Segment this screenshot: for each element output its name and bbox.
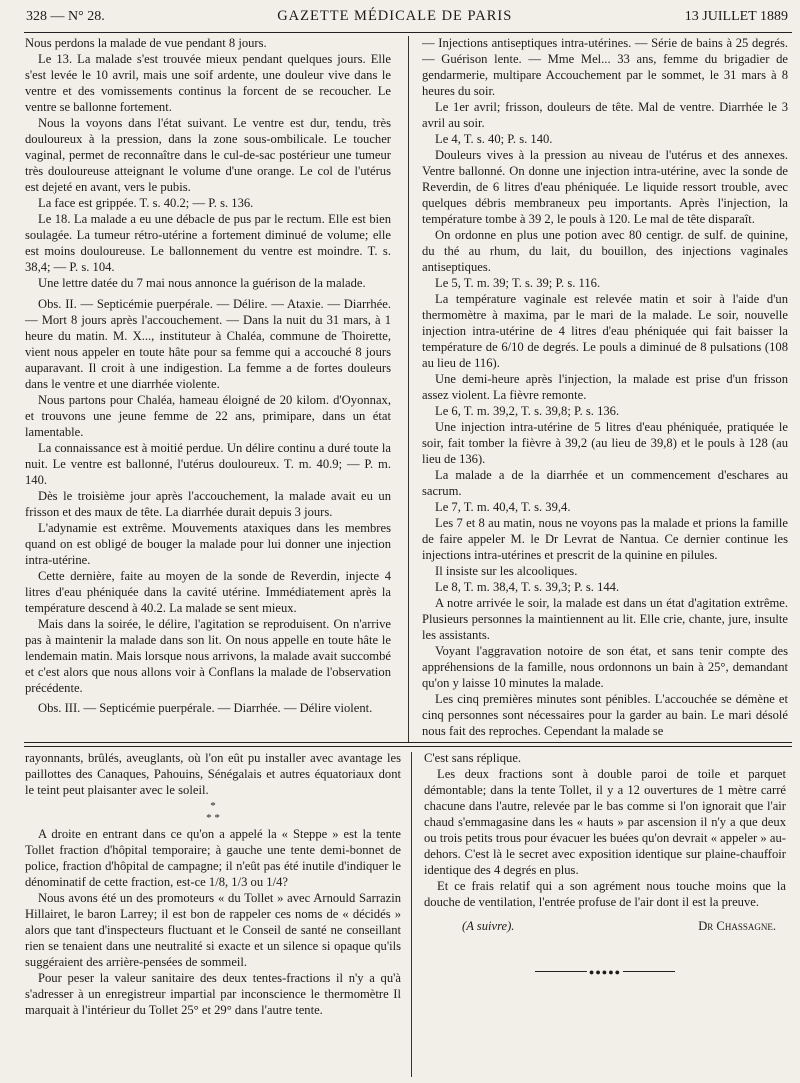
page-number: 328 — N° 28. bbox=[26, 9, 105, 24]
paragraph: L'adynamie est extrême. Mouvements ataxiques dans les membres quand on est obligé de bouger la malade pour lui donner une injection intra-utérine. bbox=[25, 521, 391, 567]
end-ornament: ●●●●● bbox=[535, 968, 675, 974]
signature-row bbox=[424, 918, 786, 934]
paragraph: Le 1er avril; frisson, douleurs de tête. Mal de ventre. Diarrhée le 3 avril au soir. bbox=[422, 100, 788, 130]
observation-heading-3: Obs. III. — Septicémie puerpérale. — Diarrhée. — Délire violent. bbox=[38, 701, 373, 715]
paragraph: La température vaginale est relevée matin et soir à l'aide d'un thermomètre à maxima, par le mari de la malade. Le soir, nouvelle injection intra-utérine de 4 litres d'eau phéniquée qui fait baisser la température de 6/10 de degrés. Le pouls a diminué de 8 pulsations (108 au lieu de 116). bbox=[422, 292, 788, 370]
column-lower-left bbox=[25, 750, 401, 1018]
journal-title: GAZETTE MÉDICALE DE PARIS bbox=[277, 8, 513, 24]
paragraph: Nous avons été un des promoteurs « du Tollet » avec Arnould Sarrazin Hillairet, le baron Larrey; il est bon de rappeler ces noms de « décidés » alors que tant d'inspecteurs fluctuant et le Conseil de santé ne conseillant rien se tenaient dans une neutralité si exacte et un silence si opaque qu'ils suggéraient des arrière-pensées de sommeil. bbox=[25, 891, 401, 969]
paragraph: Le 4, T. s. 40; P. s. 140. bbox=[435, 132, 553, 146]
paragraph: rayonnants, brûlés, aveuglants, où l'on eût pu installer avec avantage les paillottes des Canaques, Pahouins, Sénégalais et autres équatoriaux dont le teint peut plaisanter avec le soleil. bbox=[25, 751, 401, 797]
paragraph: Il insiste sur les alcooliques. bbox=[435, 564, 578, 578]
page-header bbox=[26, 8, 788, 32]
paragraph: Le 5, T. m. 39; T. s. 39; P. s. 116. bbox=[435, 276, 601, 290]
paragraph: La face est grippée. T. s. 40.2; — P. s. 136. bbox=[38, 196, 254, 210]
paragraph: Une lettre datée du 7 mai nous annonce la guérison de la malade. bbox=[38, 276, 366, 290]
paragraph: Nous perdons la malade de vue pendant 8 jours. bbox=[25, 36, 267, 50]
paragraph: Une injection intra-utérine de 5 litres d'eau phéniquée, pratiquée le soir, fait tomber la fièvre à 39,2 (au lieu de 39,8) et le pouls à 128 (au lieu de 136). bbox=[422, 420, 788, 466]
author-signature: Dr Chassagne. bbox=[698, 919, 776, 933]
paragraph: Mais dans la soirée, le délire, l'agitation se reproduisent. On n'arrive pas à maintenir la malade dans son lit. On nous appelle en toute hâte le lendemain matin. Mais lorsque nous arrivons, la malade avait succombé et c'est alors que nous allons voir à Conflans la malade de l'observation précédente. bbox=[25, 617, 391, 695]
paragraph: Les cinq premières minutes sont pénibles. L'accouchée se démène et cinq personnes sont nécessaires pour la garder au bain. Le mari désolé nous fait des reproches. Cependant la malade se bbox=[422, 692, 788, 738]
paragraph: — Injections antiseptiques intra-utérines. — Série de bains à 25 degrés. — Guérison lente. — Mme Mel... 33 ans, femme du brigadier de gendarmerie, multipare Accouchement par le sommet, le 31 mars à 8 heures du soir. bbox=[422, 36, 788, 98]
paragraph: On ordonne en plus une potion avec 80 centigr. de sulf. de quinine, du thé au rhum, du lait, du bouillon, des injections vaginales antiseptiques. bbox=[422, 228, 788, 274]
paragraph: Et ce frais relatif qui a son agrément nous touche moins que la douche de ventilation, l'entrée profuse de l'air dont il est la preuve. bbox=[424, 879, 786, 909]
paragraph: Le 6, T. m. 39,2, T. s. 39,8; P. s. 136. bbox=[435, 404, 620, 418]
paragraph: Les 7 et 8 au matin, nous ne voyons pas la malade et prions la famille de faire appeler M. le Dr Levrat de Nantua. Ce dernier continue les injections intra-utérines et prescrit de la quinine en pilules. bbox=[422, 516, 788, 562]
asterism: * * * bbox=[206, 800, 220, 824]
paragraph: Pour peser la valeur sanitaire des deux tentes-fractions il n'y a qu'à s'adresser à un enregistreur impartial par inconscience le thermomètre Il marquait à l'intérieur du Tollet 25° et 29° dans l'autre tente. bbox=[25, 971, 401, 1017]
paragraph: Une demi-heure après l'injection, la malade est prise d'un frisson assez violent. La fièvre remonte. bbox=[422, 372, 788, 402]
issue-date: 13 JUILLET 1889 bbox=[684, 9, 788, 24]
header-rule bbox=[24, 32, 792, 33]
section-divider bbox=[24, 742, 792, 747]
column-divider bbox=[408, 36, 409, 742]
paragraph: Le 7, T. m. 40,4, T. s. 39,4. bbox=[435, 500, 571, 514]
paragraph: Le 18. La malade a eu une débacle de pus par le rectum. Elle est bien soulagée. La tumeur rétro-utérine a fortement diminué de volume; elle est moins douloureuse. Le ballonnement du ventre est moindre. T. s. 38,4; — P. s. 104. bbox=[25, 212, 391, 274]
paragraph: Le 8, T. m. 38,4, T. s. 39,3; P. s. 144. bbox=[435, 580, 620, 594]
paragraph: Nous partons pour Chaléa, hameau éloigné de 20 kilom. d'Oyonnax, et trouvons une jeune femme de 22 ans, primipare, dans un état lamentable. bbox=[25, 393, 391, 439]
column-divider bbox=[411, 752, 412, 1077]
paragraph: A notre arrivée le soir, la malade est dans un état d'agitation extrême. Plusieurs personnes la maintiennent au lit. Elle crie, chante, jure, insulte les assistants. bbox=[422, 596, 788, 642]
paragraph: C'est sans réplique. bbox=[424, 751, 522, 765]
paragraph: Les deux fractions sont à double paroi de toile et parquet démontable; dans la tente Tollet, il y a 12 ouvertures de 1 mètre carré chacune dans l'autre, relevée par le bas comme si l'on ignorait que l'air chaud s'emmagasine dans les « hauts » par ascension il n'y a que deux ou trois petits trous pour évacuer les buées qu'on devrait « appeler » au-dehors. C'est là le secret avec exposition identique sur plaine-chauffoir identique des 4 degrés en plus. bbox=[424, 767, 786, 877]
column-upper-left bbox=[25, 35, 391, 716]
column-upper-right bbox=[422, 35, 788, 739]
paragraph: La malade a de la diarrhée et un commencement d'eschares au sacrum. bbox=[422, 468, 788, 498]
paragraph: Le 13. La malade s'est trouvée mieux pendant quelques jours. Elle s'est levée le 10 avril, mais une soif ardente, une douleur vive dans le ventre et des vomissements continus la forcent de se recoucher. Le ventre se ballonne fortement. bbox=[25, 52, 391, 114]
paragraph: Dès le troisième jour après l'accouchement, la malade avait eu un frisson et des maux de tête. La diarrhée durait depuis 3 jours. bbox=[25, 489, 391, 519]
paragraph: Cette dernière, faite au moyen de la sonde de Reverdin, injecte 4 litres d'eau phéniquée dans la cavité utérine. Immédiatement après la température descend à 40.2. La malade se sent mieux. bbox=[25, 569, 391, 615]
paragraph: A droite en entrant dans ce qu'on a appelé la « Steppe » est la tente Tollet fraction d'hôpital temporaire; à gauche une tente demi-bonnet de police, fraction d'hôpital de campagne; il n'eût pas été inutile d'indiquer le dénominatif de cette fraction, est-ce 1/8, 1/3 ou 1/4? bbox=[25, 827, 401, 889]
column-lower-right bbox=[424, 750, 786, 977]
to-be-continued: (A suivre). bbox=[462, 919, 515, 933]
paragraph: Douleurs vives à la pression au niveau de l'utérus et des annexes. Ventre ballonné. On donne une injection intra-utérine, avec la sonde de Reverdin, de 6 litres d'eau phéniquée. Le liquide ressort trouble, avec quelques débris membraneux peu importants. Après l'injection, la température tombe à 39 2, le pouls à 120. Le mal de tête disparaît. bbox=[422, 148, 788, 226]
paragraph: La connaissance est à moitié perdue. Un délire continu a duré toute la nuit. Le ventre est ballonné, l'utérus douloureux. T. m. 40.9; — P. m. 140. bbox=[25, 441, 391, 487]
observation-heading-2: Obs. II. — Septicémie puerpérale. — Délire. — Ataxie. — Diarrhée. — Mort 8 jours après l'accouchement. — Dans la nuit du 31 mars, à 1 heure du matin. M. X..., instituteur à Chaléa, commune de Thoirette, vient nous appeler en toute hâte pour sa femme qui a accouché 8 jours auparavant. Il croit à une indigestion. La femme a de fortes douleurs dans le ventre et une diarrhée violente. bbox=[25, 297, 391, 391]
paragraph: Voyant l'aggravation notoire de son état, et sans tenir compte des appréhensions de la famille, nous ordonnons un bain à 25°, demandant qu'on y laisse 10 minutes la malade. bbox=[422, 644, 788, 690]
paragraph: Nous la voyons dans l'état suivant. Le ventre est dur, tendu, très douloureux à la pression, dans la zone sous-ombilicale. Le toucher vaginal, permet de reconnaître dans le cul-de-sac postérieur une tumeur très douloureuse atteignant le volume d'une orange. Le col de l'utérus est dejeté en avant, vers le pubis. bbox=[25, 116, 391, 194]
